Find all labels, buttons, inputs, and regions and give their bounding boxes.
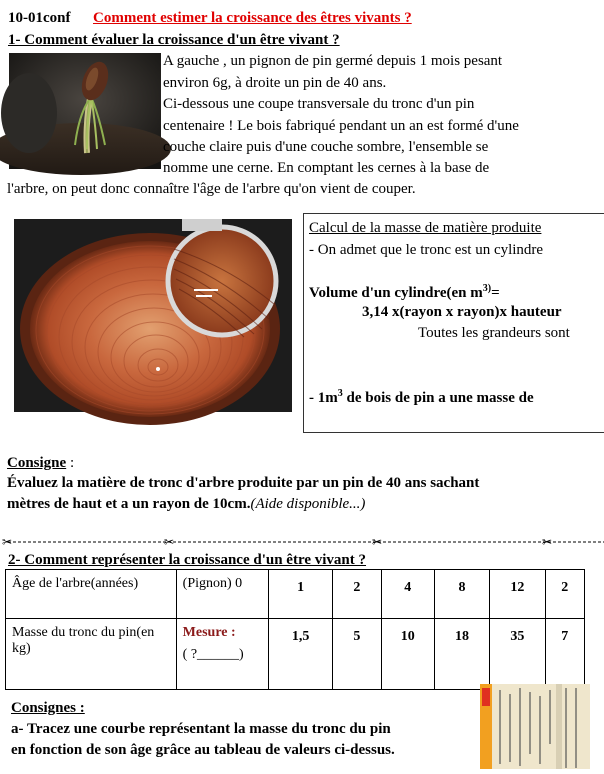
section1-heading: 1- Comment évaluer la croissance d'un être vivant ? [8, 32, 340, 48]
mesure-label: Mesure : [182, 625, 236, 640]
scissors-icon: ✂ [164, 535, 175, 549]
intro-line-3: Ci-dessous une coupe transversale du tronc d'un pin [163, 96, 475, 112]
scissors-icon: ✂ [372, 535, 383, 549]
mass-cell: 18 [434, 619, 489, 690]
age-cell: 1 [269, 570, 333, 619]
age-cell: 2 [545, 570, 585, 619]
scissors-icon: ✂ [2, 535, 13, 549]
volume-label: Volume d'un cylindre(en $m^{3)}=$ [309, 283, 500, 301]
consignes-label: Consignes : [11, 700, 85, 716]
intro-line-2: environ 6g, à droite un pin de 40 ans. [163, 75, 387, 91]
age-cell: 2 [333, 570, 381, 619]
intro-line-4: centenaire ! Le bois fabriqué pendant un an est formé d'une [163, 118, 519, 134]
age-cell: 12 [490, 570, 545, 619]
trunk-cross-section-photo [14, 219, 292, 412]
mass-cell: 1,5 [269, 619, 333, 690]
document-title: Comment estimer la croissance des êtres vivants ? [93, 10, 412, 26]
table-row-age [6, 570, 585, 619]
table-row-mass [6, 619, 585, 690]
growth-table [5, 569, 585, 690]
intro-line-6: nomme une cerne. En comptant les cernes à la base de [163, 160, 490, 176]
mass-cell: 10 [381, 619, 434, 690]
age-cell: 4 [381, 570, 434, 619]
mass-cell: 35 [490, 619, 545, 690]
mesure-blank[interactable]: ( ?______) [182, 647, 244, 662]
cut-line-separator [4, 536, 604, 548]
section2-heading: 2- Comment représenter la croissance d'un être vivant ? [8, 552, 367, 568]
scissors-icon: ✂ [542, 535, 553, 549]
mass-line: - $1m^3$ de bois de pin a une masse de [309, 388, 534, 406]
pignon-cell: (Pignon) 0 [176, 570, 268, 619]
age-header: Âge de l'arbre(années) [6, 570, 177, 619]
calc-box-title: Calcul de la masse de matière produite [309, 220, 542, 236]
age-cell: 8 [434, 570, 489, 619]
units-note: Toutes les grandeurs sont [418, 325, 570, 341]
mesure-cell[interactable] [176, 619, 268, 690]
intro-line-5: couche claire puis d'une couche sombre, l'ensemble se [163, 139, 489, 155]
consigne-line-2: mètres de haut et a un rayon de 10cm.(Aide disponible...) [7, 496, 366, 512]
mass-cell: 5 [333, 619, 381, 690]
mass-cell: 7 [545, 619, 585, 690]
document-code: 10-01conf [8, 10, 71, 26]
consigne-label: Consigne : [7, 455, 75, 471]
volume-formula: 3,14 x(rayon x rayon)x hauteur [362, 304, 562, 320]
calculation-box [303, 213, 604, 433]
consigne-line-1: Évaluez la matière de tronc d'arbre produite par un pin de 40 ans sachant [7, 475, 480, 491]
consigne-a-line-2: en fonction de son âge grâce au tableau de valeurs ci-dessus. [11, 742, 395, 758]
paper-photo [480, 684, 590, 769]
intro-line-1: A gauche , un pignon de pin germé depuis 1 mois pesant [163, 53, 503, 69]
mass-header: Masse du tronc du pin(en kg) [6, 619, 177, 690]
intro-line-7: l'arbre, on peut donc connaître l'âge de l'arbre qu'on vient de couper. [7, 181, 416, 197]
calc-box-line1: - On admet que le tronc est un cylindre [309, 242, 544, 258]
consigne-a-line-1: a- Tracez une courbe représentant la masse du tronc du pin [11, 721, 391, 737]
seedling-photo [9, 53, 161, 169]
